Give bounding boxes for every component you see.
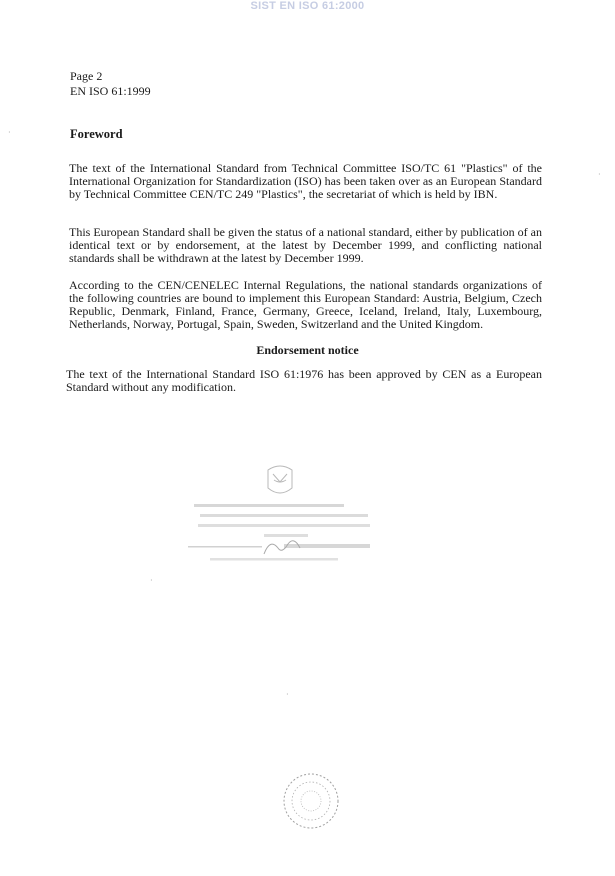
foreword-paragraph-2: This European Standard shall be given the status of a national standard, either by publication of an identical text or by endorsement, at the latest by December 1999, and conflicting national standards shall be withdrawn at the latest by December 1999. [69, 225, 542, 265]
foreword-paragraph-3: According to the CEN/CENELEC Internal Regulations, the national standards organizations of the following countries are bound to implement this European Standard: Austria, Belgium, Czech Republic, Denmark, Finland, France, Germany, Greece, Iceland, Ireland, Italy, Luxembourg, Netherlands, Norway, Portugal, Spain, Sweden, Switzerland and the United Kingdom. [69, 278, 542, 331]
watermark: SIST EN ISO 61:2000 [250, 0, 365, 12]
foreword-heading: Foreword [70, 127, 123, 141]
page-number: Page 2 [70, 69, 103, 83]
foreword-paragraph-1: The text of the International Standard from Technical Committee ISO/TC 61 "Plastics" of the International Organization for Standardization (ISO) has been taken over as an European Standard by Technical Committee CEN/TC 249 "Plastics", the secretariat of which is held by IBN. [69, 161, 542, 201]
endorsement-heading: Endorsement notice [256, 343, 359, 357]
scan-speck: · [286, 690, 289, 699]
scan-speck: · [150, 576, 153, 585]
endorsement-text: The text of the International Standard ISO 61:1976 has been approved by CEN as a European Standard without any modification. [66, 367, 542, 394]
official-stamp-image [180, 462, 380, 582]
scan-speck: · [598, 170, 601, 179]
scan-speck: · [8, 128, 11, 137]
round-seal-image [280, 770, 342, 832]
standard-reference: EN ISO 61:1999 [70, 84, 151, 98]
